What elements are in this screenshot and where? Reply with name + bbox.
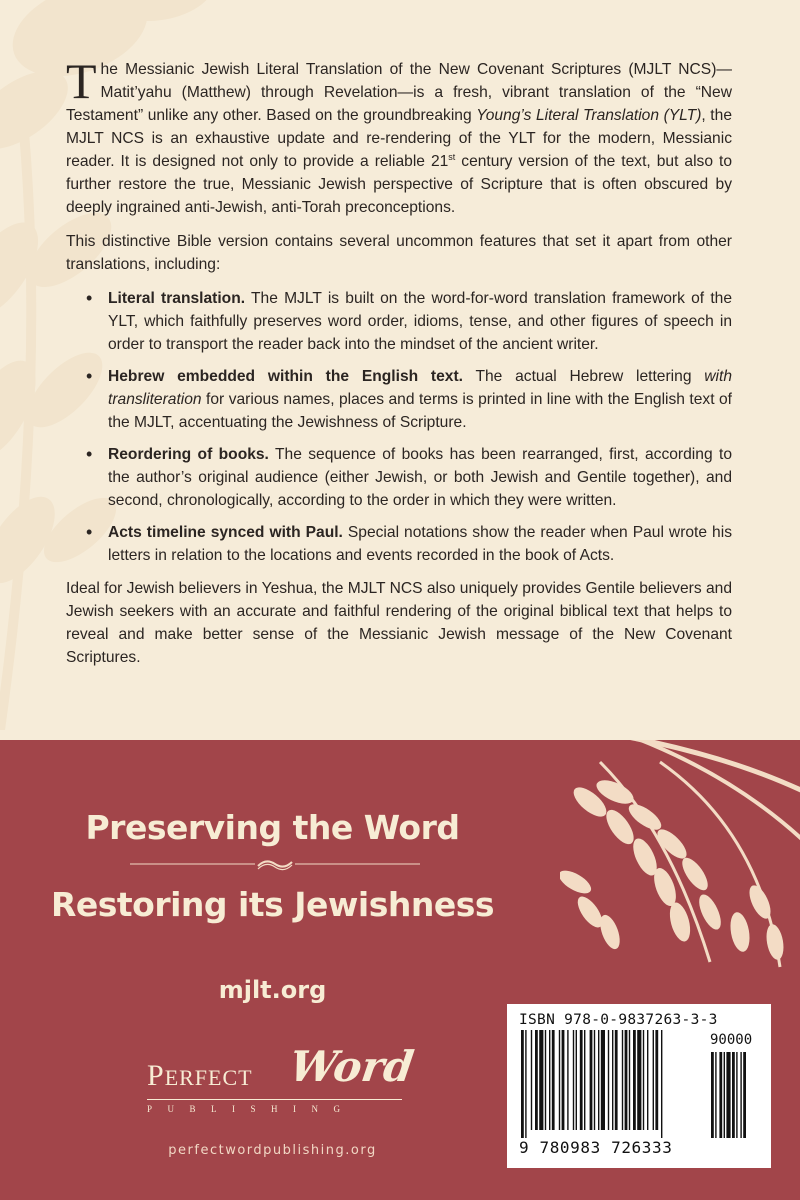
logo-rule xyxy=(147,1099,402,1100)
barcode-bar xyxy=(545,1030,546,1130)
barcode-digits: 9 780983 726333 xyxy=(519,1138,673,1157)
wheat-icon xyxy=(560,740,800,972)
barcode-bar xyxy=(531,1030,532,1130)
feature-item: • Acts timeline synced with Paul. Special notations show the reader when Paul wrote his letters in relation to the locations and events recorded in the book of Acts. xyxy=(86,521,732,567)
feature-item: • Hebrew embedded within the English text. The actual Hebrew lettering with transliteration for various names, places and terms is printed in line with the English text of the MJLT, accentuating the Jewishness of Scripture. xyxy=(86,365,732,434)
barcode-bar xyxy=(590,1030,593,1130)
barcode-bar xyxy=(633,1030,636,1130)
website-link[interactable]: mjlt.org xyxy=(218,976,327,1004)
barcode-bar xyxy=(584,1030,585,1130)
barcode-bar xyxy=(629,1030,630,1130)
barcode-bar xyxy=(576,1030,577,1130)
publisher-url[interactable]: perfectwordpublishing.org xyxy=(168,1143,377,1158)
tagline-line-2: Restoring its Jewishness xyxy=(50,885,495,924)
barcode-bar xyxy=(601,1030,605,1130)
isbn-label: ISBN 978-0-9837263-3-3 xyxy=(519,1012,718,1028)
drop-cap: T xyxy=(66,53,97,109)
barcode-bar xyxy=(661,1030,662,1138)
ylt-title: Young’s Literal Translation (YLT) xyxy=(476,107,702,124)
features-intro: This distinctive Bible version contains several uncommon features that set it apart from other translations, including: xyxy=(66,233,732,273)
barcode-bar xyxy=(535,1030,538,1130)
feature-item: • Literal translation. The MJLT is built on the word-for-word translation framework of the YLT, which faithfully preserves word order, idioms, tense, and other figures of speech in order to transport the reader back into the mindset of the ancient writer. xyxy=(86,287,732,356)
barcode-addon-bar xyxy=(711,1052,714,1138)
barcode-bar xyxy=(567,1030,568,1130)
barcode-addon-label: 90000 xyxy=(710,1032,753,1048)
barcode-bar xyxy=(552,1030,555,1130)
barcode-bar xyxy=(549,1030,550,1130)
lower-panel xyxy=(0,740,800,1200)
barcode-bar xyxy=(615,1030,618,1130)
tagline-line-1: Preserving the Word xyxy=(85,808,460,847)
closing-paragraph: Ideal for Jewish believers in Yeshua, the MJLT NCS also uniquely provides Gentile believers and Jewish seekers with an accurate and faithful rendering of the original biblical text that helps to reveal and make better sense of the Messianic Jewish message of the New Covenant Scriptures. xyxy=(66,580,732,666)
intro-paragraph: The Messianic Jewish Literal Translation of the New Covenant Scriptures (MJLT NCS)—Matit’yahu (Matthew) through Revelation—is a fresh, vibrant translation of the “New Testament” unlike any other. Based on the groundbreaking Young’s Literal Translation (YLT), the MJLT NCS is an exhaustive update and re-rendering of the YLT for the modern, Messianic reader. It is designed not only to provide a reliable 21st century version of the text, but also to further restore the true, Messianic Jewish perspective of Scripture that is often obscured by deeply ingrained anti-Jewish, anti-Torah preconceptions. xyxy=(66,53,732,216)
feature-list xyxy=(66,287,732,567)
publisher-logo-perfect: PERFECT xyxy=(147,1059,253,1092)
publisher-logo-publishing: PUBLISHING xyxy=(147,1104,356,1114)
description-text xyxy=(66,53,732,680)
barcode-bar xyxy=(643,1030,644,1130)
barcode-bars-icon xyxy=(521,1030,761,1140)
feature-item: • Reordering of books. The sequence of books has been rearranged, first, according to the author’s original audience (either Jewish, or both Jewish and Gentile together), and second, chronologically, according to the order in which they were written. xyxy=(86,443,732,512)
barcode-addon-bar xyxy=(719,1052,722,1138)
barcode-bar xyxy=(539,1030,543,1130)
publisher-logo-word: Word xyxy=(286,1042,417,1091)
barcode-bar xyxy=(525,1030,526,1138)
barcode-bar xyxy=(637,1030,641,1130)
divider-ornament-icon xyxy=(130,857,420,871)
barcode-addon-bar xyxy=(732,1052,735,1138)
feature-title: Acts timeline synced with Paul. xyxy=(108,524,343,541)
feature-title: Hebrew embedded within the English text. xyxy=(108,368,463,385)
barcode-bar xyxy=(655,1030,658,1130)
feature-title: Literal translation. xyxy=(108,290,246,307)
barcode-bar xyxy=(608,1030,609,1130)
barcode-addon-bar xyxy=(726,1052,730,1138)
barcode-addon-bar xyxy=(724,1052,725,1138)
barcode-bar xyxy=(559,1030,560,1130)
barcode-addon-bar xyxy=(715,1052,716,1138)
barcode-bar xyxy=(562,1030,565,1130)
barcode-bar xyxy=(653,1030,654,1130)
barcode-bar xyxy=(612,1030,613,1130)
barcode-addon-bar xyxy=(743,1052,746,1138)
feature-title: Reordering of books. xyxy=(108,446,269,463)
barcode-addon-bar xyxy=(736,1052,737,1138)
barcode-bar xyxy=(580,1030,583,1130)
barcode-bar xyxy=(598,1030,599,1130)
barcode-bar xyxy=(573,1030,574,1130)
barcode-bar xyxy=(521,1030,524,1138)
barcode-bar xyxy=(622,1030,623,1130)
barcode-addon-bar xyxy=(740,1052,741,1138)
barcode-bar xyxy=(625,1030,628,1130)
barcode-bar xyxy=(594,1030,595,1130)
isbn-barcode xyxy=(507,1004,771,1168)
barcode-bar xyxy=(647,1030,648,1130)
